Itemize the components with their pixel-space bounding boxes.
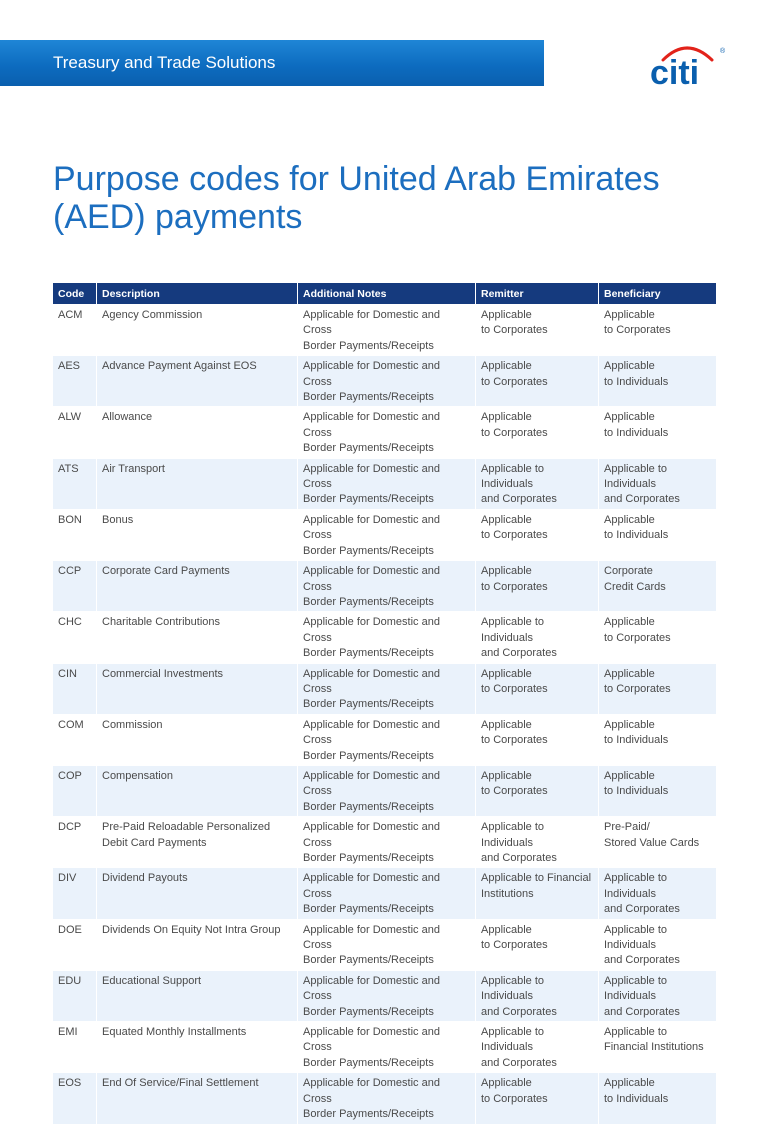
table-row xyxy=(53,816,716,867)
beneficiary-cell xyxy=(598,560,716,611)
code-cell xyxy=(53,663,96,714)
beneficiary-cell-text: Applicable to Individuals xyxy=(604,769,669,798)
code-cell-text: ALW xyxy=(58,411,82,424)
beneficiary-cell-text: Applicable to Individuals and Corporates xyxy=(604,923,680,967)
remitter-cell xyxy=(475,663,598,714)
description-cell-text: Air Transport xyxy=(102,462,165,475)
code-cell xyxy=(53,560,96,611)
description-cell xyxy=(96,816,297,867)
column-header-beneficiary: Beneficiary xyxy=(598,283,716,304)
remitter-cell-text: Applicable to Corporates xyxy=(481,411,548,439)
description-cell-text: Corporate Card Payments xyxy=(102,565,230,578)
description-cell xyxy=(96,611,297,662)
description-cell xyxy=(96,355,297,406)
code-cell xyxy=(53,714,96,765)
remitter-cell xyxy=(475,816,598,867)
description-cell xyxy=(96,1072,297,1123)
remitter-cell-text: Applicable to Financial Institutions xyxy=(481,872,592,900)
beneficiary-cell xyxy=(598,867,716,918)
description-cell xyxy=(96,509,297,560)
notes-cell xyxy=(297,509,475,560)
beneficiary-cell xyxy=(598,406,716,457)
notes-cell-text: Applicable for Domestic and Cross Border Payments/Receipts xyxy=(303,513,440,557)
remitter-cell-text: Applicable to Individuals and Corporates xyxy=(481,1026,557,1069)
notes-cell-text: Applicable for Domestic and Cross Border Payments/Receipts xyxy=(303,360,440,404)
description-cell-text: Dividends On Equity Not Intra Group xyxy=(102,923,281,936)
purpose-codes-table xyxy=(53,283,716,1124)
description-cell xyxy=(96,765,297,816)
remitter-cell-text: Applicable to Corporates xyxy=(481,1077,548,1105)
description-cell xyxy=(96,919,297,970)
code-cell xyxy=(53,970,96,1021)
beneficiary-cell-text: Corporate Credit Cards xyxy=(604,565,666,593)
notes-cell xyxy=(297,765,475,816)
table-row xyxy=(53,304,716,355)
beneficiary-cell xyxy=(598,816,716,867)
code-cell-text: CIN xyxy=(58,667,77,680)
logo-text: citi xyxy=(650,54,700,90)
beneficiary-cell-text: Applicable to Corporates xyxy=(604,667,671,695)
code-cell-text: COP xyxy=(58,769,82,782)
code-cell-text: EOS xyxy=(58,1077,82,1090)
notes-cell xyxy=(297,970,475,1021)
description-cell-text: Pre-Paid Reloadable Personalized Debit Card Payments xyxy=(102,821,271,849)
notes-cell-text: Applicable for Domestic and Cross Border Payments/Receipts xyxy=(303,616,440,660)
remitter-cell xyxy=(475,304,598,355)
code-cell-text: COM xyxy=(58,718,84,731)
description-cell xyxy=(96,663,297,714)
remitter-cell xyxy=(475,406,598,457)
code-cell-text: BON xyxy=(58,513,82,526)
remitter-cell-text: Applicable to Corporates xyxy=(481,769,548,798)
description-cell-text: Allowance xyxy=(102,411,153,424)
code-cell-text: DIV xyxy=(58,872,77,885)
notes-cell-text: Applicable for Domestic and Cross Border Payments/Receipts xyxy=(303,462,440,506)
beneficiary-cell xyxy=(598,970,716,1021)
notes-cell xyxy=(297,867,475,918)
code-cell-text: EMI xyxy=(58,1026,78,1039)
table-row xyxy=(53,919,716,970)
notes-cell xyxy=(297,1021,475,1072)
notes-cell-text: Applicable for Domestic and Cross Border Payments/Receipts xyxy=(303,923,440,967)
notes-cell xyxy=(297,355,475,406)
code-cell xyxy=(53,919,96,970)
description-cell-text: Commercial Investments xyxy=(102,667,224,680)
table-row xyxy=(53,765,716,816)
beneficiary-cell-text: Applicable to Corporates xyxy=(604,309,671,337)
remitter-cell-text: Applicable to Individuals and Corporates xyxy=(481,821,557,864)
remitter-cell xyxy=(475,611,598,662)
remitter-cell-text: Applicable to Corporates xyxy=(481,513,548,542)
beneficiary-cell xyxy=(598,509,716,560)
code-cell-text: DCP xyxy=(58,821,82,834)
description-cell-text: Agency Commission xyxy=(102,309,203,321)
remitter-cell-text: Applicable to Individuals and Corporates xyxy=(481,616,557,660)
code-cell xyxy=(53,867,96,918)
beneficiary-cell-text: Applicable to Individuals xyxy=(604,411,669,439)
notes-cell xyxy=(297,816,475,867)
column-header-code: Code xyxy=(53,283,96,304)
notes-cell-text: Applicable for Domestic and Cross Border Payments/Receipts xyxy=(303,718,440,762)
table-row xyxy=(53,560,716,611)
beneficiary-cell-text: Applicable to Individuals xyxy=(604,718,669,747)
remitter-cell-text: Applicable to Corporates xyxy=(481,309,548,337)
table-row xyxy=(53,458,716,509)
beneficiary-cell-text: Applicable to Financial Institutions xyxy=(604,1026,704,1054)
description-cell-text: Bonus xyxy=(102,513,134,526)
notes-cell-text: Applicable for Domestic and Cross Border Payments/Receipts xyxy=(303,309,440,352)
code-cell xyxy=(53,765,96,816)
notes-cell xyxy=(297,406,475,457)
description-cell-text: Educational Support xyxy=(102,974,202,987)
remitter-cell-text: Applicable to Corporates xyxy=(481,923,548,952)
remitter-cell-text: Applicable to Corporates xyxy=(481,718,548,747)
beneficiary-cell-text: Applicable to Individuals xyxy=(604,1077,669,1105)
code-cell-text: ATS xyxy=(58,462,79,475)
description-cell-text: Charitable Contributions xyxy=(102,616,221,629)
notes-cell-text: Applicable for Domestic and Cross Border Payments/Receipts xyxy=(303,769,440,813)
code-cell xyxy=(53,406,96,457)
notes-cell-text: Applicable for Domestic and Cross Border Payments/Receipts xyxy=(303,411,440,455)
description-cell xyxy=(96,867,297,918)
notes-cell-text: Applicable for Domestic and Cross Border Payments/Receipts xyxy=(303,872,440,916)
description-cell xyxy=(96,304,297,355)
remitter-cell xyxy=(475,355,598,406)
beneficiary-cell xyxy=(598,304,716,355)
beneficiary-cell xyxy=(598,458,716,509)
code-cell-text: DOE xyxy=(58,923,82,936)
table-row xyxy=(53,355,716,406)
beneficiary-cell xyxy=(598,1021,716,1072)
remitter-cell-text: Applicable to Individuals and Corporates xyxy=(481,974,557,1018)
table-row xyxy=(53,406,716,457)
table-row xyxy=(53,509,716,560)
remitter-cell-text: Applicable to Corporates xyxy=(481,667,548,695)
remitter-cell xyxy=(475,1021,598,1072)
beneficiary-cell-text: Applicable to Individuals and Corporates xyxy=(604,974,680,1018)
beneficiary-cell-text: Applicable to Corporates xyxy=(604,616,671,644)
code-cell-text: EDU xyxy=(58,974,82,987)
table-row xyxy=(53,1072,716,1123)
description-cell xyxy=(96,458,297,509)
notes-cell xyxy=(297,1072,475,1123)
beneficiary-cell-text: Applicable to Individuals and Corporates xyxy=(604,462,680,506)
beneficiary-cell-text: Applicable to Individuals and Corporates xyxy=(604,872,680,916)
table-row xyxy=(53,970,716,1021)
description-cell xyxy=(96,714,297,765)
notes-cell-text: Applicable for Domestic and Cross Border Payments/Receipts xyxy=(303,1026,440,1069)
remitter-cell-text: Applicable to Corporates xyxy=(481,565,548,593)
description-cell-text: Dividend Payouts xyxy=(102,872,188,885)
description-cell xyxy=(96,1021,297,1072)
page-title: Purpose codes for United Arab Emirates (AED) payments xyxy=(53,160,660,236)
remitter-cell xyxy=(475,919,598,970)
beneficiary-cell xyxy=(598,611,716,662)
table-row xyxy=(53,611,716,662)
table-body xyxy=(53,304,716,1124)
beneficiary-cell xyxy=(598,919,716,970)
notes-cell-text: Applicable for Domestic and Cross Border Payments/Receipts xyxy=(303,821,440,864)
remitter-cell xyxy=(475,560,598,611)
remitter-cell xyxy=(475,867,598,918)
column-header-description: Description xyxy=(96,283,297,304)
remitter-cell xyxy=(475,509,598,560)
notes-cell xyxy=(297,304,475,355)
code-cell xyxy=(53,611,96,662)
beneficiary-cell-text: Applicable to Individuals xyxy=(604,360,669,388)
remitter-cell-text: Applicable to Individuals and Corporates xyxy=(481,462,557,506)
notes-cell xyxy=(297,714,475,765)
description-cell xyxy=(96,560,297,611)
notes-cell xyxy=(297,560,475,611)
remitter-cell xyxy=(475,1072,598,1123)
notes-cell xyxy=(297,919,475,970)
code-cell xyxy=(53,355,96,406)
beneficiary-cell xyxy=(598,714,716,765)
description-cell-text: Equated Monthly Installments xyxy=(102,1026,247,1039)
description-cell-text: End Of Service/Final Settlement xyxy=(102,1077,259,1090)
beneficiary-cell xyxy=(598,355,716,406)
notes-cell-text: Applicable for Domestic and Cross Border Payments/Receipts xyxy=(303,667,440,711)
remitter-cell xyxy=(475,970,598,1021)
code-cell-text: ACM xyxy=(58,309,83,321)
notes-cell-text: Applicable for Domestic and Cross Border Payments/Receipts xyxy=(303,565,440,608)
beneficiary-cell-text: Applicable to Individuals xyxy=(604,513,669,542)
description-cell xyxy=(96,406,297,457)
logo-registered-mark: ® xyxy=(720,48,726,55)
table-header-row xyxy=(53,283,716,304)
banner-title: Treasury and Trade Solutions xyxy=(53,53,276,72)
notes-cell xyxy=(297,663,475,714)
notes-cell xyxy=(297,611,475,662)
remitter-cell xyxy=(475,765,598,816)
citi-logo xyxy=(650,40,734,90)
beneficiary-cell-text: Pre-Paid/ Stored Value Cards xyxy=(604,821,700,849)
code-cell xyxy=(53,1072,96,1123)
beneficiary-cell xyxy=(598,663,716,714)
table-row xyxy=(53,867,716,918)
notes-cell-text: Applicable for Domestic and Cross Border Payments/Receipts xyxy=(303,1077,440,1121)
code-cell-text: AES xyxy=(58,360,81,373)
code-cell xyxy=(53,509,96,560)
notes-cell-text: Applicable for Domestic and Cross Border Payments/Receipts xyxy=(303,974,440,1018)
description-cell-text: Advance Payment Against EOS xyxy=(102,360,257,373)
column-header-additional-notes: Additional Notes xyxy=(297,283,475,304)
table-row xyxy=(53,1021,716,1072)
code-cell xyxy=(53,458,96,509)
notes-cell xyxy=(297,458,475,509)
description-cell xyxy=(96,970,297,1021)
remitter-cell xyxy=(475,714,598,765)
code-cell-text: CHC xyxy=(58,616,82,629)
code-cell-text: CCP xyxy=(58,565,82,578)
column-header-remitter: Remitter xyxy=(475,283,598,304)
beneficiary-cell xyxy=(598,1072,716,1123)
code-cell xyxy=(53,304,96,355)
table-row xyxy=(53,714,716,765)
remitter-cell xyxy=(475,458,598,509)
code-cell xyxy=(53,1021,96,1072)
remitter-cell-text: Applicable to Corporates xyxy=(481,360,548,388)
code-cell xyxy=(53,816,96,867)
description-cell-text: Commission xyxy=(102,718,163,731)
beneficiary-cell xyxy=(598,765,716,816)
description-cell-text: Compensation xyxy=(102,769,173,782)
header-banner xyxy=(0,40,544,86)
table-row xyxy=(53,663,716,714)
